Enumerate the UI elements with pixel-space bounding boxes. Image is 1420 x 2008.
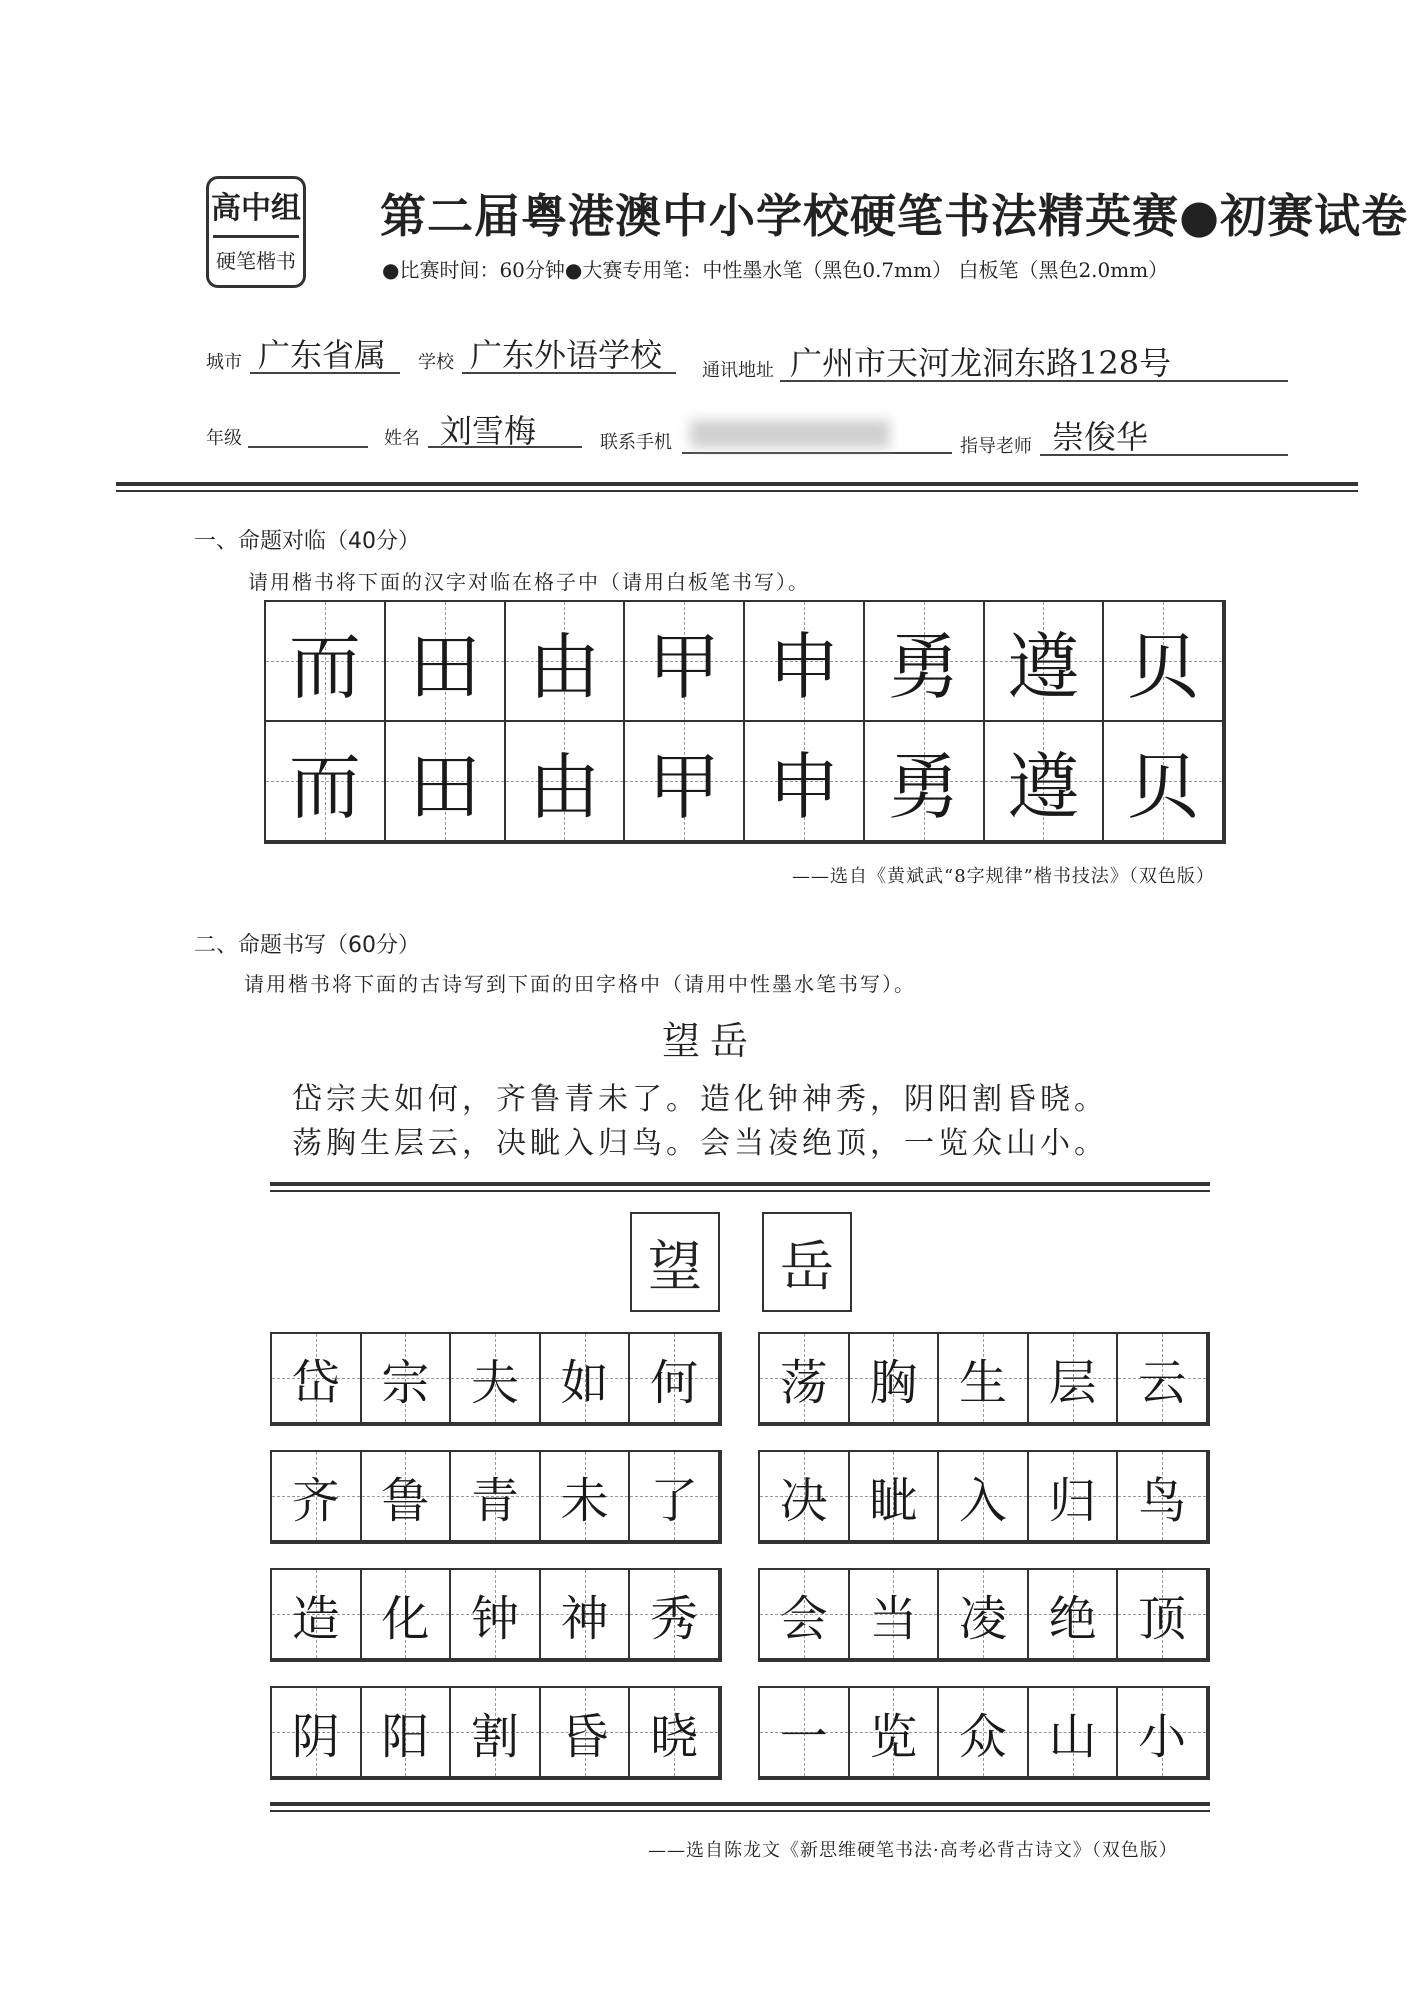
written-title-char: 望: [648, 1234, 702, 1298]
footer-divider-thin: [270, 1810, 1210, 1812]
poem-grid-right-row: [758, 1332, 1210, 1426]
header-divider-thick: [116, 482, 1358, 486]
poem-char-cell[interactable]: [760, 1570, 850, 1660]
cell-character: 如: [560, 1354, 609, 1411]
cell-character: 神: [560, 1590, 609, 1647]
cell-character: 造: [291, 1590, 340, 1647]
cell-character: 小: [1138, 1708, 1187, 1765]
exam-title: 第二届粤港澳中小学校硬笔书法精英赛●初赛试卷: [380, 189, 1409, 243]
cell-character: 了: [650, 1472, 699, 1529]
exam-subtitle: ●比赛时间：60分钟●大赛专用笔：中性墨水笔（黑色0.7mm） 白板笔（黑色2.0mm）: [382, 258, 1169, 282]
cell-character: 山: [1048, 1708, 1097, 1765]
cell-character: 胸: [869, 1354, 918, 1411]
copy-char-cell[interactable]: [745, 722, 865, 842]
section2-title: 二、命题书写（60分）: [194, 933, 420, 958]
cell-character: 田: [408, 625, 481, 709]
poem-char-cell[interactable]: [272, 1452, 362, 1542]
poem-char-cell[interactable]: [362, 1334, 452, 1424]
poem-char-cell[interactable]: [272, 1334, 362, 1424]
copy-char-cell[interactable]: [865, 722, 985, 842]
cell-character: 甲: [648, 625, 721, 709]
copy-char-cell[interactable]: [625, 722, 745, 842]
cell-character: 岱: [291, 1354, 340, 1411]
poem-char-cell[interactable]: [760, 1334, 850, 1424]
section1-credit: ——选自《黄斌武“8字规律”楷书技法》（双色版）: [792, 866, 1215, 887]
poem-char-cell[interactable]: [451, 1334, 541, 1424]
poem-char-cell[interactable]: [939, 1688, 1029, 1778]
cell-character: 凌: [958, 1590, 1007, 1647]
cell-character: 鸟: [1138, 1472, 1187, 1529]
cell-character: 绝: [1048, 1590, 1097, 1647]
cell-character: 览: [869, 1708, 918, 1765]
poem-char-cell[interactable]: [451, 1688, 541, 1778]
poem-line-2: 荡胸生层云，决眦入归鸟。会当凌绝顶，一览众山小。: [292, 1126, 1108, 1161]
section1-instruction: 请用楷书将下面的汉字对临在格子中（请用白板笔书写）。: [248, 570, 810, 594]
cell-character: 遵: [1007, 625, 1080, 709]
name-field[interactable]: 刘雪梅: [440, 412, 537, 450]
copy-char-cell[interactable]: [266, 722, 386, 842]
poem-char-cell[interactable]: [362, 1452, 452, 1542]
cell-character: 顶: [1138, 1590, 1187, 1647]
cell-character: 割: [470, 1708, 519, 1765]
school-field[interactable]: 广东外语学校: [470, 336, 663, 374]
poem-char-cell[interactable]: [939, 1334, 1029, 1424]
poem-char-cell[interactable]: [630, 1452, 720, 1542]
cell-character: 宗: [381, 1354, 430, 1411]
cell-character: 青: [470, 1472, 519, 1529]
poem-grid-right-row: [758, 1568, 1210, 1662]
cell-character: 眦: [869, 1472, 918, 1529]
cell-character: 何: [650, 1354, 699, 1411]
cell-character: 鲁: [381, 1472, 430, 1529]
poem-char-cell[interactable]: [630, 1688, 720, 1778]
badge-divider: [213, 235, 299, 238]
phone-label: 联系手机: [600, 432, 672, 453]
cell-character: 昏: [560, 1708, 609, 1765]
cell-character: 层: [1048, 1354, 1097, 1411]
poem-divider-thin: [270, 1190, 1210, 1192]
cell-character: 阴: [291, 1708, 340, 1765]
poem-char-cell[interactable]: [760, 1452, 850, 1542]
cell-character: 未: [560, 1472, 609, 1529]
cell-character: 勇: [887, 745, 960, 829]
poem-title: 望岳: [661, 1019, 758, 1063]
cell-character: 甲: [648, 745, 721, 829]
model-char-cell[interactable]: [1104, 602, 1224, 722]
poem-char-cell[interactable]: [451, 1452, 541, 1542]
cell-character: 当: [869, 1590, 918, 1647]
teacher-field[interactable]: 崇俊华: [1052, 418, 1149, 456]
address-field[interactable]: 广州市天河龙洞东路128号: [790, 344, 1172, 382]
poem-char-cell[interactable]: [1118, 1688, 1208, 1778]
badge-group-label: 高中组: [211, 191, 301, 226]
poem-grid-left-row: [270, 1686, 722, 1780]
group-badge: [206, 176, 306, 288]
cell-character: 申: [767, 745, 840, 829]
cell-character: 田: [408, 745, 481, 829]
poem-char-cell[interactable]: [850, 1570, 940, 1660]
cell-character: 归: [1048, 1472, 1097, 1529]
footer-divider-thick: [270, 1802, 1210, 1806]
poem-char-cell[interactable]: [541, 1452, 631, 1542]
header-divider-thin: [116, 490, 1358, 492]
poem-char-cell[interactable]: [362, 1570, 452, 1660]
poem-grid-left-row: [270, 1568, 722, 1662]
model-char-cell[interactable]: [266, 602, 386, 722]
poem-char-cell[interactable]: [541, 1570, 631, 1660]
cell-character: 晓: [650, 1708, 699, 1765]
city-label: 城市: [206, 352, 242, 373]
poem-char-cell[interactable]: [1118, 1452, 1208, 1542]
cell-character: 荡: [779, 1354, 828, 1411]
poem-char-cell[interactable]: [1029, 1452, 1119, 1542]
poem-char-cell[interactable]: [272, 1688, 362, 1778]
poem-char-cell[interactable]: [939, 1570, 1029, 1660]
copy-char-cell[interactable]: [506, 722, 626, 842]
poem-divider-thick: [270, 1182, 1210, 1186]
badge-style-label: 硬笔楷书: [216, 249, 296, 273]
grade-label: 年级: [206, 428, 242, 449]
cell-character: 云: [1138, 1354, 1187, 1411]
poem-char-cell[interactable]: [760, 1688, 850, 1778]
poem-char-cell[interactable]: [362, 1688, 452, 1778]
school-label: 学校: [418, 352, 454, 373]
poem-char-cell[interactable]: [630, 1334, 720, 1424]
cell-character: 入: [958, 1472, 1007, 1529]
poem-grid-left-row: [270, 1450, 722, 1544]
cell-character: 会: [779, 1590, 828, 1647]
cell-character: 夫: [470, 1354, 519, 1411]
poem-grid-right-row: [758, 1450, 1210, 1544]
poem-char-cell[interactable]: [1029, 1334, 1119, 1424]
copy-char-cell[interactable]: [985, 722, 1105, 842]
cell-character: 齐: [291, 1472, 340, 1529]
cell-character: 勇: [887, 625, 960, 709]
copy-char-cell[interactable]: [1104, 722, 1224, 842]
cell-character: 一: [779, 1708, 828, 1765]
section1-title: 一、命题对临（40分）: [194, 529, 420, 554]
model-char-cell[interactable]: [506, 602, 626, 722]
poem-char-cell[interactable]: [1029, 1688, 1119, 1778]
poem-char-cell[interactable]: [850, 1334, 940, 1424]
poem-char-cell[interactable]: [1118, 1334, 1208, 1424]
cell-character: 遵: [1007, 745, 1080, 829]
model-char-cell[interactable]: [386, 602, 506, 722]
cell-character: 生: [958, 1354, 1007, 1411]
written-title-char: 岳: [780, 1234, 834, 1298]
poem-char-cell[interactable]: [451, 1570, 541, 1660]
teacher-label: 指导老师: [960, 436, 1032, 457]
poem-line-1: 岱宗夫如何，齐鲁青未了。造化钟神秀，阴阳割昏晓。: [292, 1082, 1108, 1117]
model-char-cell[interactable]: [625, 602, 745, 722]
cell-character: 阳: [381, 1708, 430, 1765]
cell-character: 贝: [1127, 745, 1200, 829]
cell-character: 决: [779, 1472, 828, 1529]
poem-char-cell[interactable]: [630, 1570, 720, 1660]
cell-character: 而: [288, 625, 361, 709]
cell-character: 申: [767, 625, 840, 709]
address-label: 通讯地址: [702, 360, 774, 381]
name-label: 姓名: [384, 428, 420, 449]
poem-char-cell[interactable]: [541, 1334, 631, 1424]
copy-char-cell[interactable]: [386, 722, 506, 842]
poem-grid-left-row: [270, 1332, 722, 1426]
copy-grid: [264, 600, 1226, 844]
cell-character: 秀: [650, 1590, 699, 1647]
written-title-box: [630, 1212, 720, 1312]
cell-character: 化: [381, 1590, 430, 1647]
model-char-cell[interactable]: [745, 602, 865, 722]
poem-char-cell[interactable]: [850, 1688, 940, 1778]
grade-underline: [248, 446, 368, 448]
section2-credit: ——选自陈龙文《新思维硬笔书法·高考必背古诗文》（双色版）: [648, 1840, 1178, 1861]
phone-underline: [682, 452, 952, 454]
poem-char-cell[interactable]: [541, 1688, 631, 1778]
section2-instruction: 请用楷书将下面的古诗写到下面的田字格中（请用中性墨水笔书写）。: [244, 972, 916, 996]
model-char-cell[interactable]: [985, 602, 1105, 722]
cell-character: 钟: [470, 1590, 519, 1647]
poem-char-cell[interactable]: [939, 1452, 1029, 1542]
phone-redacted[interactable]: [690, 420, 890, 448]
poem-grid-right-row: [758, 1686, 1210, 1780]
poem-char-cell[interactable]: [1029, 1570, 1119, 1660]
cell-character: 而: [288, 745, 361, 829]
poem-char-cell[interactable]: [272, 1570, 362, 1660]
cell-character: 由: [528, 625, 601, 709]
poem-char-cell[interactable]: [850, 1452, 940, 1542]
cell-character: 由: [528, 745, 601, 829]
city-field[interactable]: 广东省属: [258, 336, 387, 374]
poem-char-cell[interactable]: [1118, 1570, 1208, 1660]
model-char-cell[interactable]: [865, 602, 985, 722]
cell-character: 贝: [1127, 625, 1200, 709]
cell-character: 众: [958, 1708, 1007, 1765]
written-title-box: [762, 1212, 852, 1312]
